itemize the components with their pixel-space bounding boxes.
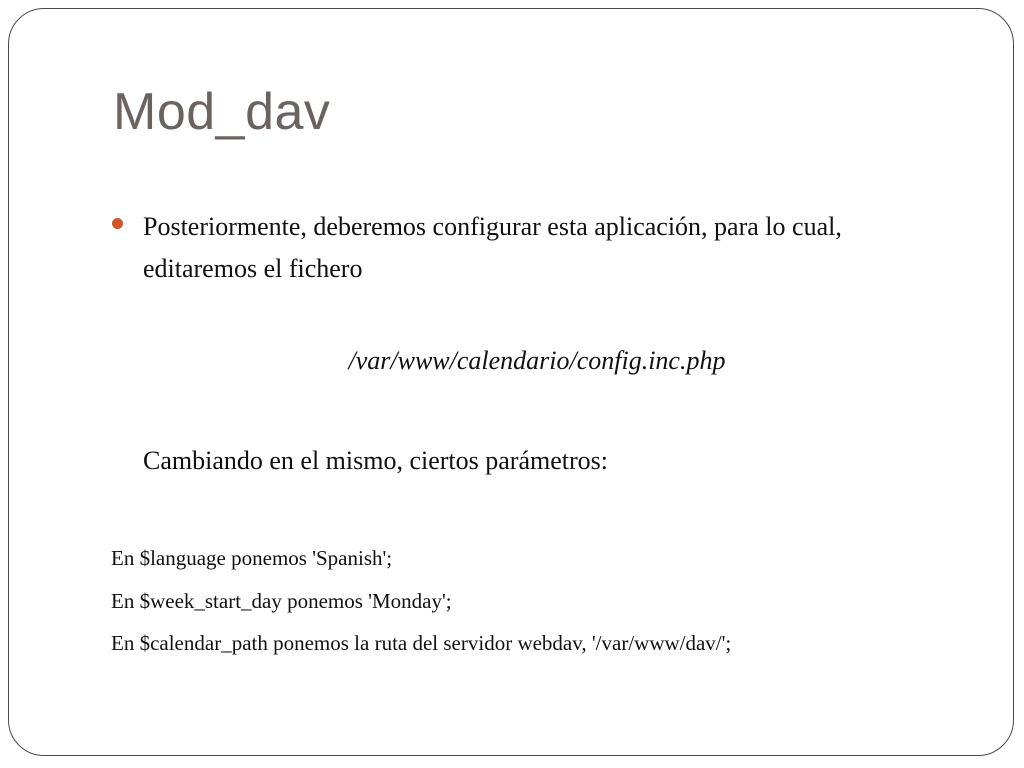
changing-parameters-text: Cambiando en el mismo, ciertos parámetros: xyxy=(143,446,608,475)
config-file-path: /var/www/calendario/config.inc.php xyxy=(348,346,726,375)
parameter-calendar-path: En $calendar_path ponemos la ruta del servidor webdav, '/var/www/dav/'; xyxy=(111,631,732,655)
slide-title: Mod_dav xyxy=(113,83,331,141)
parameter-week-start-day: En $week_start_day ponemos 'Monday'; xyxy=(111,589,452,613)
bullet-dot-icon xyxy=(112,218,123,229)
bullet-text: Posteriormente, deberemos configurar esta aplicación, para lo cual, editaremos el fichero xyxy=(143,212,842,283)
parameter-language: En $language ponemos 'Spanish'; xyxy=(111,546,393,570)
bullet-item xyxy=(111,206,911,290)
